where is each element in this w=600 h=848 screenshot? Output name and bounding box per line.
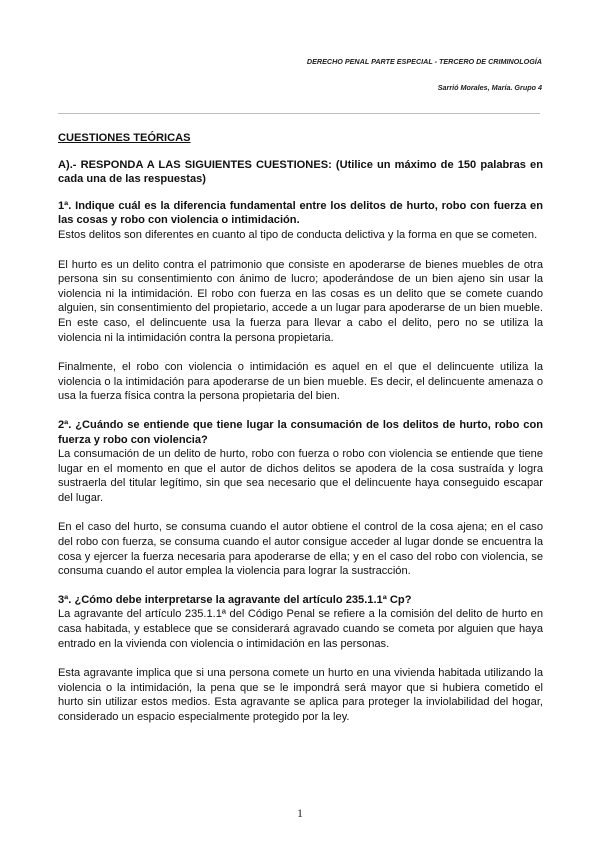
header-course: DERECHO PENAL PARTE ESPECIAL - TERCERO DE CRIMINOLOGÍA [306,57,542,66]
section-title: CUESTIONES TEÓRICAS [58,132,191,144]
question-1-paragraph: Finalmente, el robo con violencia o intimidación es aquel en el que el delincuente utiliza la violencia o la intimidación para apoderarse de un bien mueble. Es decir, el delincuente amenaza o usa la fuerza física contra la persona propietaria del bien. [58,361,543,403]
question-3-title: 3ª. ¿Cómo debe interpretarse la agravante del artículo 235.1.1ª Cp? [58,593,412,606]
page-number: 1 [297,806,303,820]
question-2-title: 2ª. ¿Cuándo se entiende que tiene lugar la consumación de los delitos de hurto, robo con fuerza y robo con violencia? [58,418,543,446]
header-divider [58,113,540,114]
question-2-paragraph: En el caso del hurto, se consuma cuando el autor obtiene el control de la cosa ajena; en el caso del robo con fuerza, se consuma cuando el autor consigue acceder al lugar donde se encuentra la cosa y ejercer la fuerza necesaria para apoderarse de ella; y en el caso del robo con violencia, se consuma cuando el autor emplea la violencia para lograr la sustracción. [58,521,543,578]
question-1-paragraph: Estos delitos son diferentes en cuanto al tipo de conducta delictiva y la forma en que se cometen. [58,228,538,241]
question-1-paragraph: El hurto es un delito contra el patrimonio que consiste en apoderarse de bienes muebles de otra persona sin su consentimiento con ánimo de lucro; apoderándose de un bien ajeno sin usar la violencia ni la intimidación. El robo con fuerza en las cosas es un delito que se comete cuando alguien, sin consentimiento del propietario, accede a un lugar para apoderarse de un bien mueble. En este caso, el delincuente usa la fuerza para llevar a cabo el delito, pero no se utiliza la violencia ni la intimidación contra la persona propietaria. [58,258,543,344]
question-3-paragraph: Esta agravante implica que si una persona comete un hurto en una vivienda habitada utilizando la violencia o la intimidación, la pena que se le impondrá será mayor que si hubiera cometido el hurto sin utilizar estos medios. Esta agravante se aplica para proteger la inviolabilidad del hogar, considerado un espacio especialmente protegido por la ley. [58,667,543,723]
header-author: Sarrió Morales, María. Grupo 4 [437,83,542,92]
question-3-paragraph: La agravante del artículo 235.1.1ª del Código Penal se refiere a la comisión del delito de hurto en casa habitada, y establece que se considerará agravado cuando se cometa por alguien que haya entrado en la vivienda con violencia o intimidación en las personas. [58,608,543,650]
question-1-title: 1ª. Indique cuál es la diferencia fundamental entre los delitos de hurto, robo con fuerza en las cosas y robo con violencia o intimidación. [58,199,543,227]
part-a-instructions: A).- RESPONDA A LAS SIGUIENTES CUESTIONES: (Utilice un máximo de 150 palabras en cada una de las respuestas) [58,158,543,186]
question-2-paragraph: La consumación de un delito de hurto, robo con fuerza o robo con violencia se entiende que tiene lugar en el momento en que el autor de dichos delitos se apodera de la cosa sustraída y logra sustraerla del titular legítimo, sin que sea necesario que el delincuente haya conseguido escapar del lugar. [58,448,543,504]
document-body [58,131,543,725]
